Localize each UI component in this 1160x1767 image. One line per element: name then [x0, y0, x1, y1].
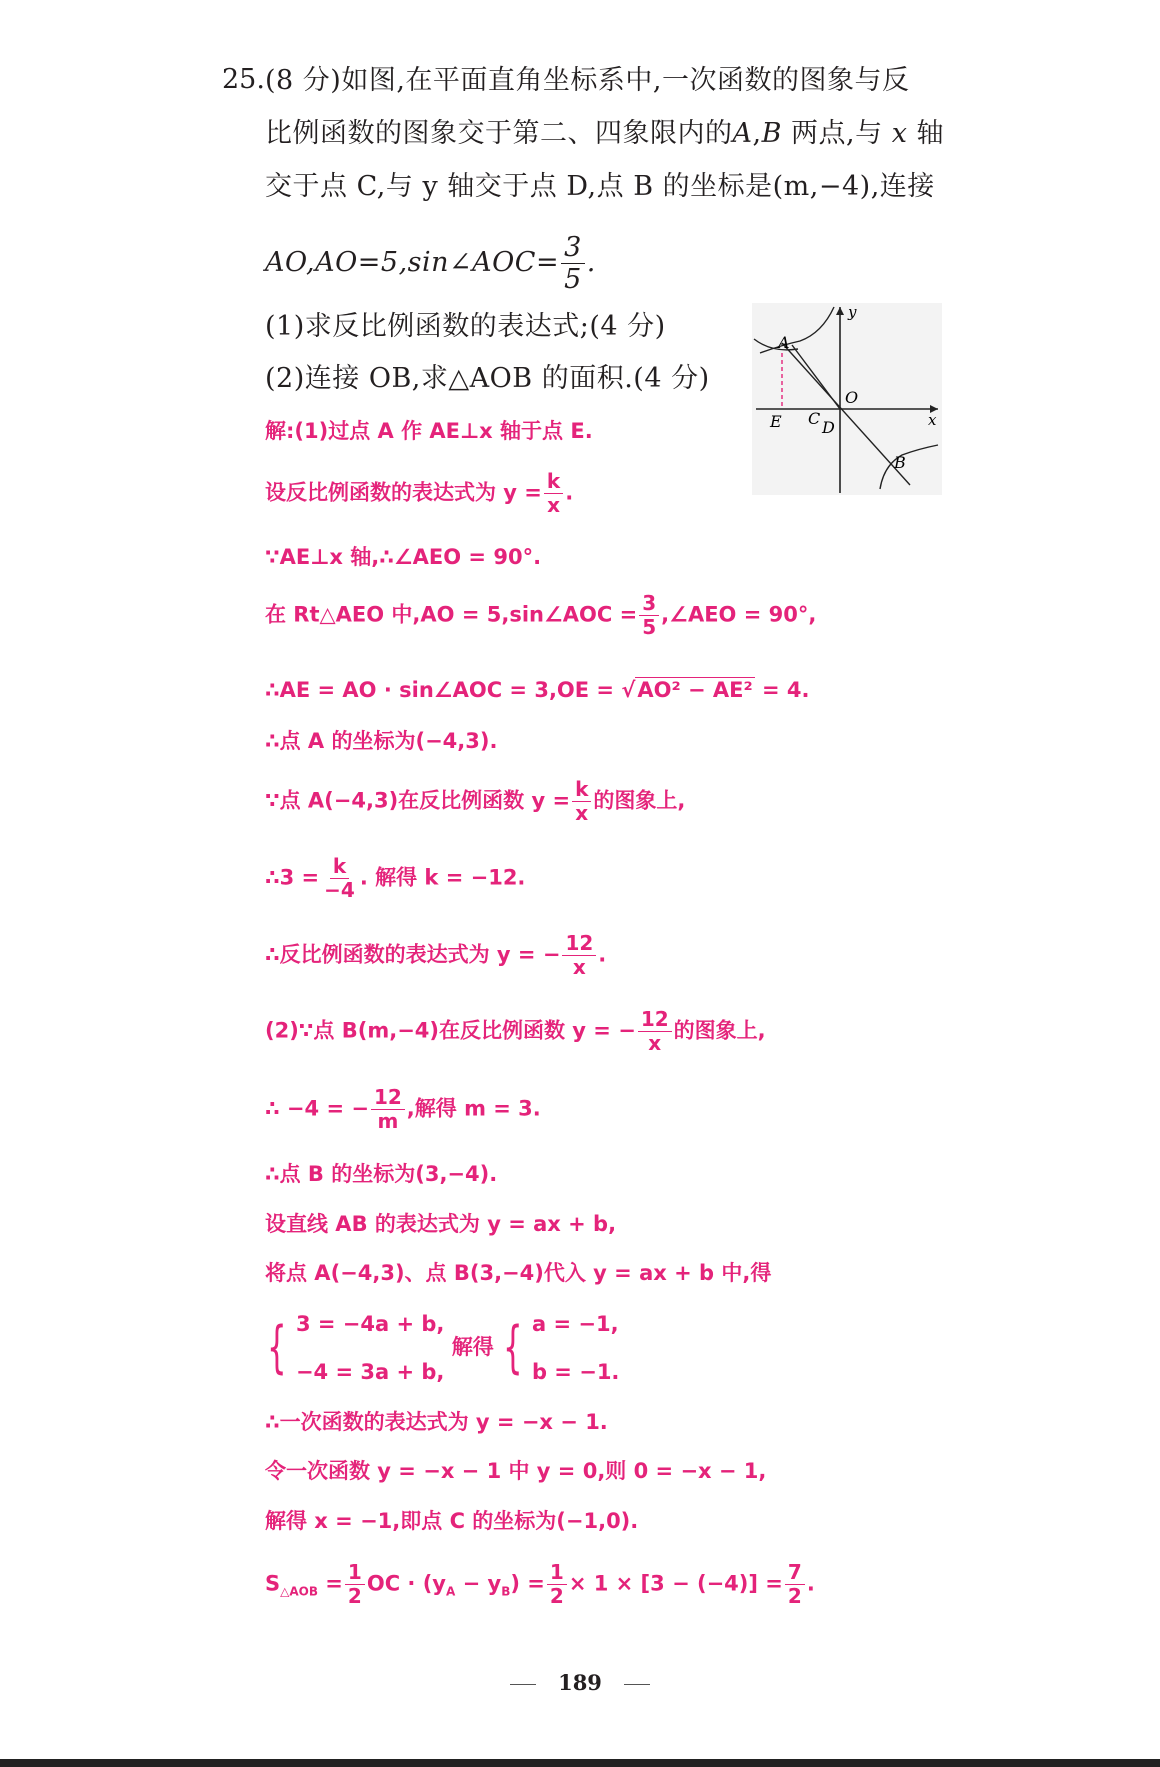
sol-text: ∴AE = AO · sin∠AOC = 3,OE = — [265, 678, 615, 702]
line-ab — [782, 343, 910, 485]
figure-svg — [752, 303, 942, 495]
page-number: 189 — [558, 1670, 602, 1695]
problem-stem-line-2 — [265, 117, 944, 151]
label-d: D — [822, 418, 835, 437]
area-symbol: S — [265, 1571, 281, 1596]
stem-text-2b: A — [732, 118, 753, 149]
frac-den: 2 — [787, 1584, 802, 1608]
solution-line-6: ∴点 A 的坐标为(−4,3). — [265, 729, 498, 753]
frac-den: 2 — [347, 1584, 362, 1608]
solution-line-16: ∴一次函数的表达式为 y = −x − 1. — [265, 1410, 608, 1434]
solution-equation-system — [265, 1300, 619, 1396]
label-b: B — [894, 453, 906, 472]
equation-pair — [296, 1300, 444, 1396]
sol-text: ∵点 A(−4,3)在反比例函数 y = — [265, 788, 571, 813]
stem-text-2e: 两点,与 — [781, 118, 892, 149]
label-e: E — [770, 412, 782, 431]
sol-text: (2)∵点 B(m,−4)在反比例函数 y = − — [265, 1018, 636, 1043]
hyperbola-branch-4 — [880, 445, 938, 489]
equation-2: −4 = 3a + b, — [295, 1360, 445, 1384]
stem-text-2g: 轴 — [907, 118, 945, 149]
frac-den: 2 — [549, 1584, 564, 1608]
equation-1: 3 = −4a + b, — [295, 1312, 445, 1336]
solution-line-3: ∵AE⊥x 轴,∴∠AEO = 90°. — [265, 545, 542, 569]
solution-line-19 — [265, 1561, 815, 1608]
frac-num: 7 — [785, 1561, 805, 1585]
label-a: A — [778, 333, 790, 352]
sqrt-sign: √ — [621, 678, 636, 702]
fraction — [547, 1561, 567, 1608]
solution-line-10 — [265, 1008, 766, 1055]
solution-line-7 — [265, 778, 685, 825]
solution-line-18: 解得 x = −1,即点 C 的坐标为(−1,0). — [265, 1509, 639, 1533]
solution-line-5 — [265, 676, 810, 704]
frac-num: 3 — [561, 232, 585, 264]
frac-num: 3 — [639, 592, 659, 616]
fraction — [371, 1086, 405, 1133]
label-x: x — [928, 411, 937, 429]
problem-stem-line-4 — [265, 232, 596, 295]
frac-den: 5 — [642, 615, 657, 639]
left-brace: { — [503, 1315, 523, 1380]
solution-line-2 — [265, 470, 573, 517]
problem-stem-line-3: 交于点 C,与 y 轴交于点 D,点 B 的坐标是(m,−4),连接 — [265, 171, 935, 202]
sol-text: ∴ −4 = − — [265, 1096, 369, 1121]
fraction — [345, 1561, 365, 1608]
stem-text-2d: B — [761, 118, 782, 149]
solution-pair — [532, 1300, 619, 1396]
page-number-dash-right — [624, 1684, 650, 1685]
solution-a: a = −1, — [531, 1312, 619, 1336]
sol-text: OC · (y — [366, 1571, 446, 1596]
hyperbola-branch-2b — [754, 339, 798, 350]
page-number-row — [0, 1670, 1160, 1695]
sol-text: = 4. — [762, 678, 810, 702]
solution-b: b = −1. — [531, 1360, 620, 1384]
fraction — [321, 855, 358, 902]
sol-text: ∴3 = — [265, 865, 320, 890]
problem-stem-line-1 — [265, 64, 910, 98]
solution-line-14: 将点 A(−4,3)、点 B(3,−4)代入 y = ax + b 中,得 — [265, 1261, 772, 1285]
problem-number: 25. — [222, 64, 265, 95]
stem-text-2c: , — [752, 118, 762, 149]
sol-text: = — [318, 1571, 343, 1596]
stem-text-2f: x — [891, 118, 908, 149]
sol-text: . — [565, 480, 574, 505]
subscript-a: A — [446, 1584, 456, 1599]
stem-text-1: 如图,在平面直角坐标系中,一次函数的图象与反 — [341, 65, 910, 96]
sol-text: ,∠AEO = 90°, — [661, 602, 817, 627]
fraction — [785, 1561, 805, 1608]
solution-line-11 — [265, 1086, 541, 1133]
sol-text: ,解得 m = 3. — [406, 1096, 541, 1121]
frac-num: k — [544, 470, 563, 494]
solution-line-13: 设直线 AB 的表达式为 y = ax + b, — [265, 1212, 617, 1236]
solution-line-4 — [265, 592, 816, 639]
area-subscript: △AOB — [280, 1584, 318, 1599]
frac-den: −4 — [324, 878, 355, 902]
coordinate-figure — [752, 303, 942, 495]
sol-text: 设反比例函数的表达式为 y = — [265, 480, 542, 505]
frac-den: x — [648, 1031, 662, 1055]
solution-line-12: ∴点 B 的坐标为(3,−4). — [265, 1162, 498, 1186]
sol-text: ) = — [510, 1571, 545, 1596]
solution-line-1: 解:(1)过点 A 作 AE⊥x 轴于点 E. — [265, 419, 593, 443]
fraction — [638, 1008, 672, 1055]
frac-den: x — [547, 493, 561, 517]
fraction — [544, 470, 563, 517]
sol-text: × 1 × [3 − (−4)] = — [568, 1571, 783, 1596]
frac-den: x — [575, 801, 589, 825]
frac-num: 1 — [547, 1561, 567, 1585]
label-y: y — [848, 303, 857, 321]
solution-line-8 — [265, 855, 525, 902]
problem-part-1: (1)求反比例函数的表达式;(4 分) — [265, 311, 666, 342]
left-brace: { — [267, 1315, 287, 1380]
sol-text: . 解得 k = −12. — [359, 865, 526, 890]
sol-text: − y — [455, 1571, 502, 1596]
bottom-bar — [0, 1759, 1160, 1767]
solution-line-17: 令一次函数 y = −x − 1 中 y = 0,则 0 = −x − 1, — [265, 1459, 767, 1483]
stem-text-4a: AO,AO=5,sin∠AOC= — [265, 247, 560, 279]
sqrt-radicand: AO² − AE² — [637, 678, 753, 702]
frac-den: x — [572, 955, 586, 979]
fraction-3-5 — [561, 232, 585, 295]
line-ao — [792, 345, 840, 409]
page-number-dash-left — [510, 1684, 536, 1685]
sol-text: 的图象上, — [673, 1018, 766, 1043]
frac-den: m — [377, 1109, 399, 1133]
frac-num: 12 — [638, 1008, 672, 1032]
y-axis-arrow — [836, 307, 844, 315]
problem-part-2: (2)连接 OB,求△AOB 的面积.(4 分) — [265, 363, 710, 394]
sol-text: 的图象上, — [593, 788, 686, 813]
fraction — [639, 592, 659, 639]
frac-num: 1 — [345, 1561, 365, 1585]
problem-score: (8 分) — [265, 65, 342, 96]
solution-line-9 — [265, 932, 606, 979]
sol-text: ∴反比例函数的表达式为 y = − — [265, 942, 561, 967]
sol-text: 在 Rt△AEO 中,AO = 5,sin∠AOC = — [265, 602, 638, 627]
label-c: C — [808, 409, 821, 428]
fraction — [572, 778, 591, 825]
label-o: O — [845, 388, 859, 407]
solve-word: 解得 — [451, 1335, 494, 1359]
stem-text-4-end: . — [586, 247, 596, 279]
subscript-b: B — [501, 1584, 511, 1599]
sol-text: . — [598, 942, 607, 967]
frac-num: k — [572, 778, 591, 802]
stem-text-2a: 比例函数的图象交于第二、四象限内的 — [265, 118, 733, 149]
fraction — [562, 932, 596, 979]
sol-text: . — [806, 1571, 815, 1596]
hyperbola-branch-2 — [760, 307, 834, 353]
frac-num: 12 — [562, 932, 596, 956]
frac-num: k — [330, 855, 349, 879]
frac-den: 5 — [564, 264, 582, 296]
frac-num: 12 — [371, 1086, 405, 1110]
